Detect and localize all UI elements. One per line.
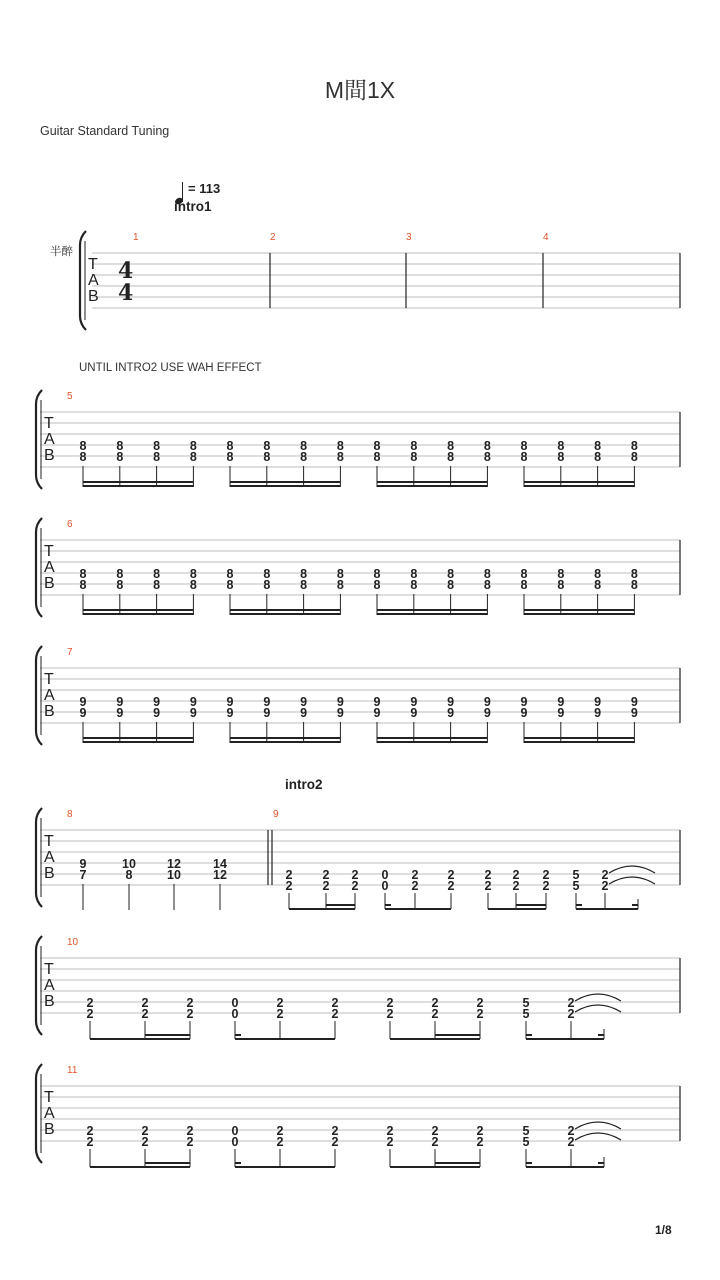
fret-number: 0 (381, 879, 389, 893)
fret-number: 9 (630, 695, 638, 709)
fret-number: 8 (630, 567, 638, 581)
fret-number: 5 (522, 1124, 530, 1138)
fret-number: 8 (336, 578, 344, 592)
measure-number: 6 (67, 519, 73, 530)
fret-number: 8 (125, 868, 133, 882)
fret-number: 2 (276, 1135, 284, 1149)
fret-number: 9 (300, 695, 308, 709)
tie-arc (575, 1133, 621, 1140)
fret-number: 2 (322, 868, 330, 882)
fret-number: 9 (116, 695, 124, 709)
fret-number: 8 (336, 567, 344, 581)
fret-number: 2 (431, 1135, 439, 1149)
fret-number: 2 (331, 1007, 339, 1021)
fret-number: 2 (567, 1007, 575, 1021)
tie-arc (575, 1005, 621, 1012)
tab-clef-t: T (88, 256, 98, 273)
fret-number: 2 (476, 1007, 484, 1021)
section-label-intro2: intro2 (285, 777, 323, 792)
fret-number: 8 (410, 450, 418, 464)
tab-clef-t: T (44, 415, 54, 432)
fret-number: 2 (431, 1007, 439, 1021)
fret-number: 2 (276, 1007, 284, 1021)
fret-number: 2 (567, 1135, 575, 1149)
fret-number: 12 (213, 868, 227, 882)
fret-number: 2 (386, 1135, 394, 1149)
fret-number: 8 (483, 567, 491, 581)
fret-number: 5 (522, 1135, 530, 1149)
fret-number: 8 (336, 439, 344, 453)
fret-number: 8 (594, 439, 602, 453)
tab-clef-b: B (44, 447, 55, 464)
fret-number: 9 (447, 695, 455, 709)
fret-number: 9 (594, 695, 602, 709)
fret-number: 8 (153, 450, 161, 464)
tie-arc (575, 994, 621, 1001)
fret-number: 0 (231, 1007, 239, 1021)
tab-clef-a: A (44, 849, 55, 866)
tab-clef-b: B (44, 703, 55, 720)
fret-number: 2 (431, 996, 439, 1010)
fret-number: 8 (263, 578, 271, 592)
fret-number: 8 (520, 578, 528, 592)
fret-number: 9 (79, 695, 87, 709)
fret-number: 2 (512, 879, 520, 893)
fret-number: 8 (447, 450, 455, 464)
measure-number: 7 (67, 647, 73, 658)
fret-number: 8 (116, 578, 124, 592)
fret-number: 0 (231, 1124, 239, 1138)
tab-clef-a: A (88, 272, 99, 289)
fret-number: 2 (431, 1124, 439, 1138)
fret-number: 2 (186, 1135, 194, 1149)
fret-number: 9 (373, 695, 381, 709)
fret-number: 8 (630, 578, 638, 592)
fret-number: 8 (79, 578, 87, 592)
fret-number: 8 (520, 439, 528, 453)
fret-number: 8 (594, 450, 602, 464)
tempo-value: = 113 (188, 181, 221, 196)
fret-number: 2 (141, 1124, 149, 1138)
measure-number: 1 (133, 232, 139, 243)
fret-number: 8 (373, 439, 381, 453)
fret-number: 2 (331, 1135, 339, 1149)
fret-number: 10 (122, 857, 136, 871)
tab-clef-b: B (44, 575, 55, 592)
fret-number: 2 (331, 996, 339, 1010)
tab-clef-b: B (44, 865, 55, 882)
fret-number: 8 (410, 567, 418, 581)
fret-number: 2 (386, 996, 394, 1010)
fret-number: 2 (285, 868, 293, 882)
page-number: 1/8 (655, 1223, 672, 1237)
fret-number: 8 (226, 450, 234, 464)
fret-number: 2 (567, 1124, 575, 1138)
fret-number: 5 (572, 868, 580, 882)
measure-number: 2 (270, 232, 276, 243)
fret-number: 2 (476, 1124, 484, 1138)
fret-number: 2 (141, 1007, 149, 1021)
section-label-intro1: intro1 (174, 199, 212, 214)
fret-number: 2 (484, 879, 492, 893)
fret-number: 8 (483, 439, 491, 453)
fret-number: 8 (373, 567, 381, 581)
fret-number: 9 (630, 706, 638, 720)
tab-clef-t: T (44, 961, 54, 978)
fret-number: 8 (447, 439, 455, 453)
fret-number: 8 (630, 450, 638, 464)
fret-number: 10 (167, 868, 181, 882)
fret-number: 2 (331, 1124, 339, 1138)
fret-number: 9 (447, 706, 455, 720)
fret-number: 8 (116, 450, 124, 464)
tab-clef-t: T (44, 543, 54, 560)
measure-number: 11 (67, 1065, 78, 1076)
fret-number: 2 (542, 879, 550, 893)
fret-number: 2 (351, 879, 359, 893)
fret-number: 2 (542, 868, 550, 882)
tab-clef-t: T (44, 833, 54, 850)
fret-number: 8 (300, 439, 308, 453)
fret-number: 9 (410, 706, 418, 720)
fret-number: 2 (186, 1007, 194, 1021)
song-title: M間1X (324, 77, 396, 103)
fret-number: 2 (276, 996, 284, 1010)
fret-number: 8 (79, 439, 87, 453)
fret-number: 8 (226, 578, 234, 592)
tab-clef-a: A (44, 431, 55, 448)
fret-number: 2 (601, 868, 609, 882)
fret-number: 9 (153, 706, 161, 720)
fret-number: 9 (189, 695, 197, 709)
tab-clef-t: T (44, 671, 54, 688)
fret-number: 8 (263, 567, 271, 581)
tab-clef-b: B (44, 993, 55, 1010)
fret-number: 8 (410, 578, 418, 592)
fret-number: 2 (411, 879, 419, 893)
fret-number: 8 (410, 439, 418, 453)
fret-number: 8 (153, 578, 161, 592)
measure-number: 10 (67, 937, 79, 948)
instrument-label: 半醉 (50, 246, 73, 258)
fret-number: 2 (386, 1007, 394, 1021)
measure-number: 4 (543, 232, 549, 243)
fret-number: 2 (186, 996, 194, 1010)
tab-clef-a: A (44, 559, 55, 576)
tab-clef-a: A (44, 1105, 55, 1122)
fret-number: 2 (512, 868, 520, 882)
time-signature-bottom: 4 (118, 280, 134, 306)
performance-note: UNTIL INTRO2 USE WAH EFFECT (79, 362, 262, 374)
fret-number: 12 (167, 857, 181, 871)
fret-number: 2 (86, 1135, 94, 1149)
fret-number: 2 (86, 1007, 94, 1021)
fret-number: 14 (213, 857, 227, 871)
tie-arc (575, 1122, 621, 1129)
fret-number: 9 (520, 706, 528, 720)
fret-number: 9 (483, 706, 491, 720)
fret-number: 8 (153, 439, 161, 453)
fret-number: 2 (386, 1124, 394, 1138)
tie-arc (609, 877, 655, 884)
fret-number: 8 (336, 450, 344, 464)
fret-number: 2 (141, 996, 149, 1010)
fret-number: 2 (476, 996, 484, 1010)
fret-number: 9 (300, 706, 308, 720)
fret-number: 5 (572, 879, 580, 893)
fret-number: 9 (79, 857, 87, 871)
fret-number: 8 (483, 578, 491, 592)
fret-number: 8 (226, 439, 234, 453)
measure-number: 8 (67, 809, 73, 820)
fret-number: 0 (381, 868, 389, 882)
measure-number: 5 (67, 391, 73, 402)
fret-number: 8 (520, 567, 528, 581)
fret-number: 0 (231, 1135, 239, 1149)
fret-number: 2 (484, 868, 492, 882)
fret-number: 8 (483, 450, 491, 464)
fret-number: 8 (116, 439, 124, 453)
fret-number: 2 (86, 996, 94, 1010)
fret-number: 8 (447, 567, 455, 581)
fret-number: 8 (300, 578, 308, 592)
fret-number: 8 (300, 450, 308, 464)
fret-number: 8 (153, 567, 161, 581)
fret-number: 2 (276, 1124, 284, 1138)
fret-number: 9 (226, 695, 234, 709)
fret-number: 8 (226, 567, 234, 581)
fret-number: 9 (153, 695, 161, 709)
fret-number: 8 (373, 578, 381, 592)
fret-number: 2 (601, 879, 609, 893)
tab-clef-b: B (88, 288, 99, 305)
fret-number: 8 (557, 578, 565, 592)
fret-number: 8 (79, 567, 87, 581)
fret-number: 9 (410, 695, 418, 709)
fret-number: 9 (520, 695, 528, 709)
tab-clef-t: T (44, 1089, 54, 1106)
fret-number: 2 (447, 879, 455, 893)
fret-number: 9 (483, 695, 491, 709)
fret-number: 8 (189, 439, 197, 453)
fret-number: 8 (630, 439, 638, 453)
fret-number: 9 (226, 706, 234, 720)
fret-number: 8 (520, 450, 528, 464)
tie-arc (609, 866, 655, 873)
fret-number: 9 (557, 706, 565, 720)
fret-number: 5 (522, 996, 530, 1010)
fret-number: 9 (79, 706, 87, 720)
fret-number: 7 (79, 868, 87, 882)
fret-number: 8 (263, 450, 271, 464)
fret-number: 9 (336, 706, 344, 720)
fret-number: 9 (594, 706, 602, 720)
fret-number: 8 (116, 567, 124, 581)
fret-number: 8 (373, 450, 381, 464)
fret-number: 8 (447, 578, 455, 592)
fret-number: 8 (189, 578, 197, 592)
tab-clef-b: B (44, 1121, 55, 1138)
fret-number: 0 (231, 996, 239, 1010)
fret-number: 5 (522, 1007, 530, 1021)
fret-number: 2 (86, 1124, 94, 1138)
fret-number: 8 (557, 450, 565, 464)
fret-number: 9 (116, 706, 124, 720)
fret-number: 2 (322, 879, 330, 893)
fret-number: 2 (351, 868, 359, 882)
fret-number: 9 (557, 695, 565, 709)
fret-number: 8 (263, 439, 271, 453)
fret-number: 9 (336, 695, 344, 709)
fret-number: 8 (189, 450, 197, 464)
fret-number: 2 (447, 868, 455, 882)
fret-number: 8 (557, 567, 565, 581)
fret-number: 2 (476, 1135, 484, 1149)
fret-number: 2 (285, 879, 293, 893)
fret-number: 8 (594, 567, 602, 581)
time-signature-top: 4 (118, 258, 134, 284)
fret-number: 2 (567, 996, 575, 1010)
fret-number: 2 (186, 1124, 194, 1138)
fret-number: 9 (263, 706, 271, 720)
fret-number: 8 (557, 439, 565, 453)
fret-number: 9 (189, 706, 197, 720)
fret-number: 2 (411, 868, 419, 882)
fret-number: 9 (373, 706, 381, 720)
measure-number: 3 (406, 232, 412, 243)
fret-number: 2 (141, 1135, 149, 1149)
fret-number: 9 (263, 695, 271, 709)
tab-clef-a: A (44, 977, 55, 994)
tab-clef-a: A (44, 687, 55, 704)
tuning-label: Guitar Standard Tuning (40, 124, 170, 138)
fret-number: 8 (300, 567, 308, 581)
measure-number: 9 (273, 809, 279, 820)
fret-number: 8 (79, 450, 87, 464)
fret-number: 8 (189, 567, 197, 581)
fret-number: 8 (594, 578, 602, 592)
